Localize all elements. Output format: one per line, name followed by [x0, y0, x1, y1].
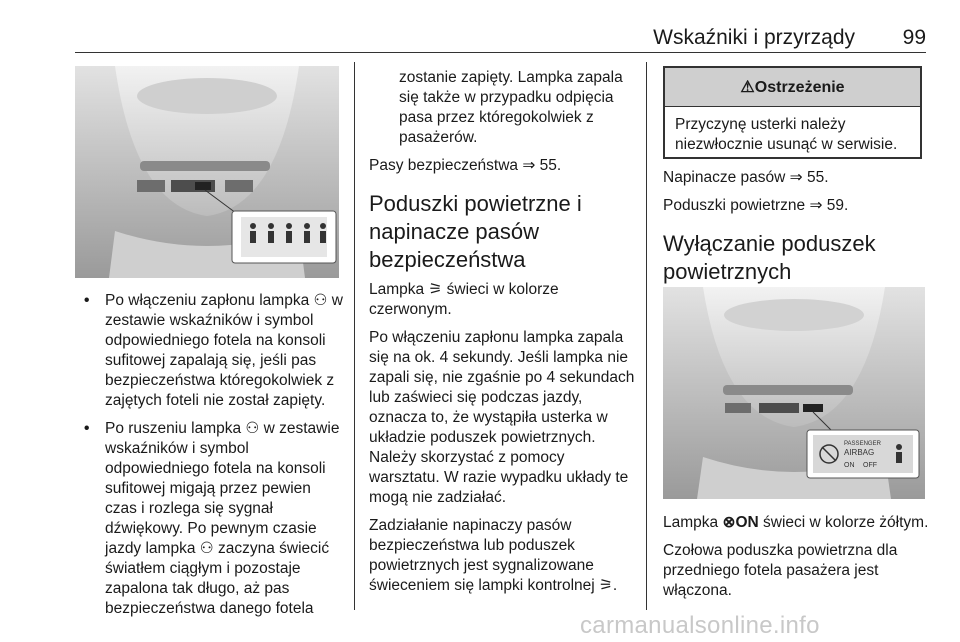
header-rule: [75, 52, 926, 53]
airbag-indicator-photo: [663, 287, 925, 499]
cross-reference-seatbelts: Pasy bezpieczeństwa ⇒ 55.: [369, 157, 562, 174]
running-header-title: Wskaźniki i przyrządy: [653, 26, 855, 49]
continued-paragraph: zostanie zapięty. Lampka zapala się także w przypadku odpięcia pasa przez któregokolwiek z pasażerów.: [399, 69, 623, 146]
list-item: [75, 291, 345, 411]
cross-reference-airbags: Poduszki powietrzne ⇒ 59.: [663, 197, 849, 214]
warning-box: [663, 66, 922, 159]
overhead-console-photo: [75, 66, 339, 278]
warning-header: ⚠Ostrzeżenie: [665, 68, 920, 107]
bullet-dot: •: [84, 420, 90, 437]
bullet-dot: •: [84, 292, 90, 309]
column-divider-2: [646, 62, 647, 610]
airbag-on-symbol: ⊗ON: [722, 514, 759, 531]
column-3-bottom: [663, 513, 933, 609]
off-label: OFF: [863, 462, 877, 469]
paragraph: Czołowa poduszka powietrzna dla przedniego fotela pasażera jest włączona.: [663, 542, 898, 599]
watermark: carmanualsonline.info: [580, 612, 820, 639]
text-suffix: świeci w kolorze żółtym.: [758, 514, 929, 531]
paragraph: Po włączeniu zapłonu lampka zapala się na ok. 4 sekundy. Jeśli lampka nie zapali się, nie zgaśnie po 4 sekundach lub zaświeci się podczas jazdy, oznacza to, że wystąpiła usterka w układzie poduszek powietrznych. Należy skorzystać z pomocy warsztatu. W razie wypadku układy te mogą nie zadziałać.: [369, 329, 635, 506]
page-number: 99: [902, 26, 926, 49]
bullet-text: Po ruszeniu lampka ⚇ w zestawie wskaźników i symbol odpowiedniego fotela na konsoli sufitowej migają przez pewien czas i rozlega się sygnał dźwiękowy. Po pewnym czasie jazdy lampka ⚇ zaczyna świecić światłem ciągłym i pozostaje zapalona tak długo, aż pas bezpieczeństwa danego fotela: [105, 420, 340, 617]
section-heading-airbags: Poduszki powietrzne i napinacze pasów bezpieczeństwa: [369, 191, 582, 272]
column-divider-1: [354, 62, 355, 610]
column-2: [369, 68, 635, 604]
column-1: [75, 291, 345, 627]
list-item: [75, 419, 345, 619]
paragraph: Lampka ⚞ świeci w kolorze czerwonym.: [369, 281, 559, 318]
paragraph-airbag-on: [663, 513, 933, 533]
cross-reference-pretensioners: Napinacze pasów ⇒ 55.: [663, 169, 829, 186]
warning-body: Przyczynę usterki należy niezwłocznie usunąć w serwisie.: [675, 116, 898, 153]
text-prefix: Lampka: [663, 514, 723, 531]
on-label: ON: [844, 462, 855, 469]
overhead-console-illustration: [75, 66, 339, 278]
paragraph: Zadziałanie napinaczy pasów bezpieczeństwa lub poduszek powietrznych jest sygnalizowane świeceniem się lampki kontrolnej ⚞.: [369, 517, 618, 594]
column-3-top: [663, 168, 933, 286]
seatbelt-bullet-list: [75, 291, 345, 619]
section-heading-airbag-deactivation: Wyłączanie poduszek powietrznych: [663, 231, 876, 284]
passenger-label: PASSENGER: [844, 441, 881, 447]
airbag-label: AIRBAG: [844, 448, 875, 457]
bullet-text: Po włączeniu zapłonu lampka ⚇ w zestawie wskaźników i symbol odpowiedniego fotela na konsoli sufitowej zapalają się, jeśli pas bezpieczeństwa któregokolwiek z zajętych foteli nie został zapięty.: [105, 292, 343, 409]
airbag-console-illustration: [663, 287, 925, 499]
